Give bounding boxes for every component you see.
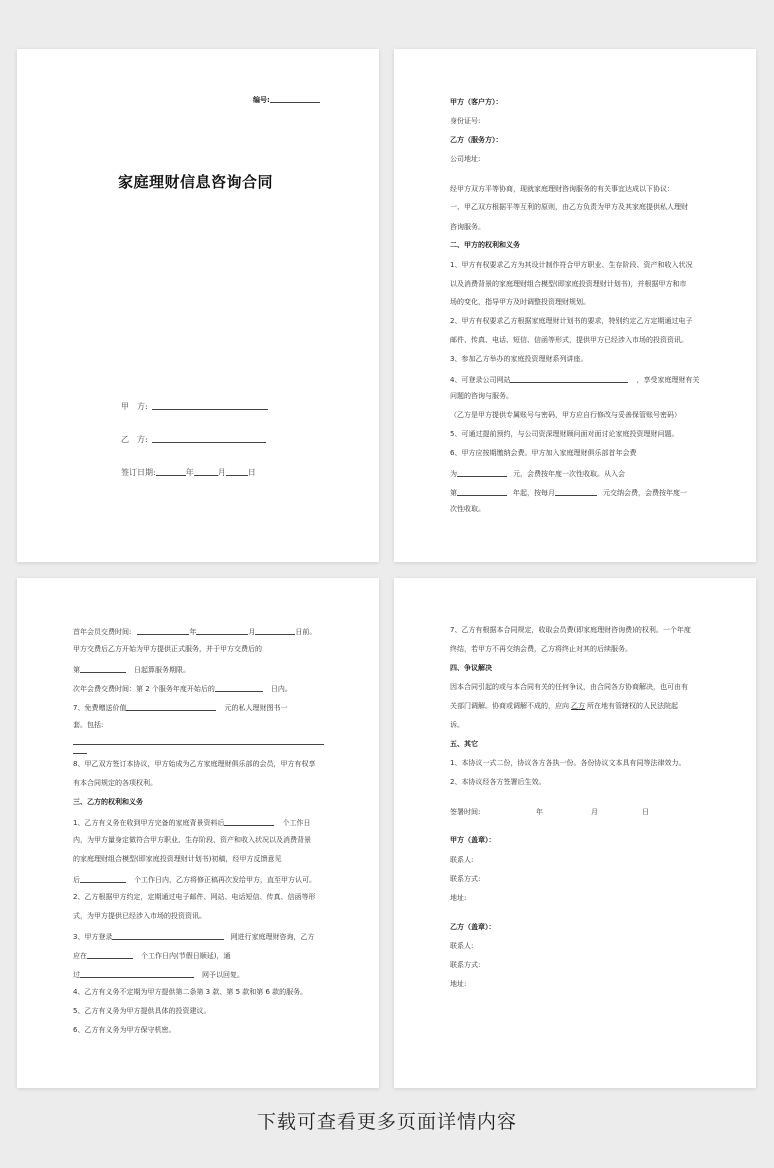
books-blank-line	[73, 744, 324, 745]
contract-page-2	[394, 49, 756, 562]
contract-number-blank	[270, 94, 320, 103]
company-address-label: 公司地址:	[450, 155, 481, 163]
clause-3-6: 6、乙方有义务为甲方保守机密。	[73, 1026, 176, 1034]
clause-3-1-line-1	[73, 817, 310, 828]
cover-party-a-label: 甲 方:	[121, 402, 148, 411]
text: 为	[450, 470, 457, 478]
party-a-seal-heading: 甲方（盖章）：	[450, 836, 496, 844]
clause-2-1-line-1: 1、甲方有权要求乙方为其设计制作符合甲方职业、生存阶段、资产和收入状况	[450, 261, 693, 269]
text: 1、乙方有义务在收到甲方完备的家庭背景资料后	[73, 819, 225, 827]
party-b-address: 地址:	[450, 980, 467, 988]
sign-day-label: 日	[642, 808, 649, 816]
party-b-seal-heading: 乙方（盖章）：	[450, 923, 496, 931]
text: 关部门调解。协商或调解不成的，应向	[450, 702, 569, 710]
section-5-heading: 五、其它	[450, 740, 478, 748]
blank	[224, 817, 274, 826]
first-year-fee-time	[73, 626, 316, 637]
contract-number-label: 编号:	[253, 96, 270, 104]
blank	[457, 468, 507, 477]
clause-8-line-1: 8、甲乙双方签订本协议，甲方始成为乙方家庭理财俱乐部的会员，甲方有权享	[73, 760, 316, 768]
dispute-court-party: 乙方	[571, 702, 585, 710]
clause-8-line-2: 有本合同规定的各项权利。	[73, 779, 157, 787]
service-start-line: 甲方交费后乙方开始为甲方提供正式服务，并于甲方交费后的	[73, 645, 262, 653]
clause-3-3-line-3	[73, 969, 244, 980]
blank	[226, 467, 248, 476]
dispute-line-3: 诉。	[450, 721, 464, 729]
cover-party-b	[121, 434, 266, 445]
service-start-day	[73, 664, 190, 675]
text: 次年会费交费时间：第 2 个服务年度开始后的	[73, 685, 215, 693]
intro-text: 经甲方双方平等协商，现就家庭理财咨询服务的有关事宜达成以下协议：	[450, 185, 674, 193]
text: 网予以回复。	[202, 971, 244, 979]
text: 月	[248, 628, 256, 636]
other-clause-2: 2、本协议经各方签署后生效。	[450, 778, 546, 786]
clause-3-3-line-2	[73, 950, 230, 961]
clause-7-line-2: 套。包括:	[73, 721, 104, 729]
text: 个工作日	[282, 819, 311, 827]
text: 年	[189, 628, 197, 636]
day-label: 日	[247, 468, 256, 477]
section-3-heading: 三、乙方的权利和义务	[73, 798, 143, 806]
blank	[126, 702, 216, 711]
party-a-heading: 甲方（客户方）：	[450, 98, 503, 106]
contract-number	[253, 94, 320, 105]
sign-month-label: 月	[591, 808, 598, 816]
clause-2-2-line-2: 邮件、传真、电话、短信、信函等形式，提供甲方已经涉入市场的投资资讯。	[450, 336, 688, 344]
clause-2-4-line-2: 问题的咨询与服务。	[450, 392, 513, 400]
text: 元的私人理财图书一	[224, 704, 288, 712]
party-b-heading: 乙方（服务方）：	[450, 136, 503, 144]
clause-2-6-line-1: 6、甲方应按期缴纳会费。甲方加入家庭理财俱乐部首年会费	[450, 449, 637, 457]
clause-3-1-line-2: 内，为甲方量身定做符合甲方职业、生存阶段、资产和收入状况以及消费背景	[73, 836, 311, 844]
text: 应在	[73, 952, 87, 960]
contract-title: 家庭理财信息咨询合同	[118, 173, 274, 191]
text: 网进行家庭理财咨询，乙方	[230, 933, 315, 941]
text: 所在地有管辖权的人民法院起	[587, 702, 678, 710]
website-blank	[510, 374, 628, 383]
dispute-line-1: 因本合同引起的或与本合同有关的任何争议，由合同各方协商解决，也可由有	[450, 683, 688, 691]
clause-2-6-line-3	[450, 487, 687, 498]
text: 年起，按每月	[513, 489, 555, 497]
download-more-caption: 下载可查看更多页面详情内容	[256, 1111, 517, 1133]
sign-time-label: 签署时间:	[450, 808, 481, 816]
next-year-fee-time	[73, 683, 292, 694]
cover-party-b-label: 乙 方:	[121, 435, 148, 444]
sign-year-label: 年	[536, 808, 543, 816]
text: 元交纳会费，会费按年度一	[603, 489, 687, 497]
clause-3-7-line-2: 终结，若甲方不再交纳会费，乙方将终止对其的后续服务。	[450, 645, 632, 653]
cover-party-b-blank	[152, 434, 266, 443]
text: 日前。	[295, 628, 317, 636]
party-b-contact-method: 联系方式:	[450, 961, 481, 969]
blank	[80, 969, 194, 978]
clause-2-4-line-1	[450, 374, 699, 385]
text: 3、甲方登录	[73, 933, 113, 941]
clause-2-4-pre: 4、可登录公司网站	[450, 376, 511, 384]
party-a-address: 地址:	[450, 894, 467, 902]
blank	[555, 487, 597, 496]
text: 元，会费按年度一次性收取。从入会	[513, 470, 625, 478]
clause-2-5: 5、可通过提前预约，与公司资深理财顾问面对面讨论家庭投资理财问题。	[450, 430, 679, 438]
blank	[215, 683, 263, 692]
clause-2-2-line-1: 2、甲方有权要求乙方根据家庭理财计划书的要求，特别约定乙方定期通过电子	[450, 317, 693, 325]
clause-2-6-line-2	[450, 468, 625, 479]
text: 个工作日内，乙方将修正稿再次发给甲方，直至甲方认可。	[134, 876, 316, 884]
party-a-contact: 联系人:	[450, 856, 474, 864]
text: 首年会员交费时间:	[73, 628, 132, 636]
clause-2-3: 3、参加乙方举办的家庭投资理财系列讲座。	[450, 355, 588, 363]
clause-2-6-line-4: 次性收取。	[450, 505, 485, 513]
clause-3-1-line-4	[73, 874, 316, 885]
party-a-contact-method: 联系方式:	[450, 875, 481, 883]
blank	[112, 931, 224, 940]
clause-2-1-line-2: 以及消费背景的家庭理财组合模型(即家庭投资理财计划书)，并根据甲方和市	[450, 280, 687, 288]
blank	[255, 626, 295, 635]
blank	[80, 664, 126, 673]
clause-2-4-post: ，享受家庭理财有关	[636, 376, 700, 384]
blank	[196, 626, 248, 635]
text: 日内。	[270, 685, 292, 693]
blank	[137, 626, 189, 635]
dispute-line-2	[450, 702, 678, 711]
clause-7-line-1	[73, 702, 287, 713]
cover-sign-date-label: 签订日期:	[121, 468, 156, 477]
text: 日起算服务期限。	[134, 666, 190, 674]
cover-party-a	[121, 401, 268, 412]
clause-3-3-line-1	[73, 931, 314, 942]
section-2-heading: 二、甲方的权利和义务	[450, 241, 520, 249]
blank	[457, 487, 507, 496]
text: 第	[450, 489, 457, 497]
year-label: 年	[185, 468, 194, 477]
books-blank-tail	[73, 753, 87, 754]
text: 个工作日内(节假日顺延)，通	[141, 952, 231, 960]
contract-page-4	[394, 578, 756, 1088]
clause-3-2-line-1: 2、乙方根据甲方约定，定期通过电子邮件、网站、电话短信、传真、信函等形	[73, 893, 316, 901]
contract-cover-page	[17, 49, 379, 562]
clause-3-1-line-3: 的家庭理财组合模型(即家庭投资理财计划书)初稿，经甲方反馈意见	[73, 855, 282, 863]
section-1-line-1: 一、甲乙双方根据平等互利的原则，由乙方负责为甲方及其家庭提供私人理财	[450, 203, 688, 211]
blank	[87, 950, 133, 959]
blank	[80, 874, 126, 883]
other-clause-1: 1、本协议一式二份，协议各方各执一份。各份协议文本具有同等法律效力。	[450, 759, 686, 767]
clause-3-2-line-2: 式，为甲方提供已经涉入市场的投资资讯。	[73, 912, 206, 920]
section-4-heading: 四、争议解决	[450, 664, 492, 672]
contract-page-3	[17, 578, 379, 1088]
clause-2-1-line-3: 场的变化，指导甲方及时调整投资理财规划。	[450, 298, 590, 306]
month-label: 月	[217, 468, 226, 477]
text: 7、免费赠送价值	[73, 704, 127, 712]
clause-3-5: 5、乙方有义务为甲方提供具体的投资建议。	[73, 1007, 211, 1015]
cover-party-a-blank	[152, 401, 268, 410]
id-number-label: 身份证号:	[450, 117, 481, 125]
section-1-line-2: 咨询服务。	[450, 223, 485, 231]
blank	[156, 467, 186, 476]
clause-2-4-note: （乙方是甲方提供专属账号与密码，甲方应自行修改与妥善保管账号密码）	[450, 411, 681, 419]
cover-sign-date	[121, 467, 256, 478]
party-b-contact: 联系人:	[450, 942, 474, 950]
clause-3-4: 4、乙方有义务不定期为甲方提供第二条第 3 款、第 5 款和第 6 款的服务。	[73, 988, 308, 996]
text: 后	[73, 876, 80, 884]
text: 第	[73, 666, 80, 674]
text: 过	[73, 971, 80, 979]
clause-3-7-line-1: 7、乙方有根据本合同规定，收取会员费(即家庭理财咨询费)的权利。一个年度	[450, 626, 691, 634]
blank	[194, 467, 218, 476]
